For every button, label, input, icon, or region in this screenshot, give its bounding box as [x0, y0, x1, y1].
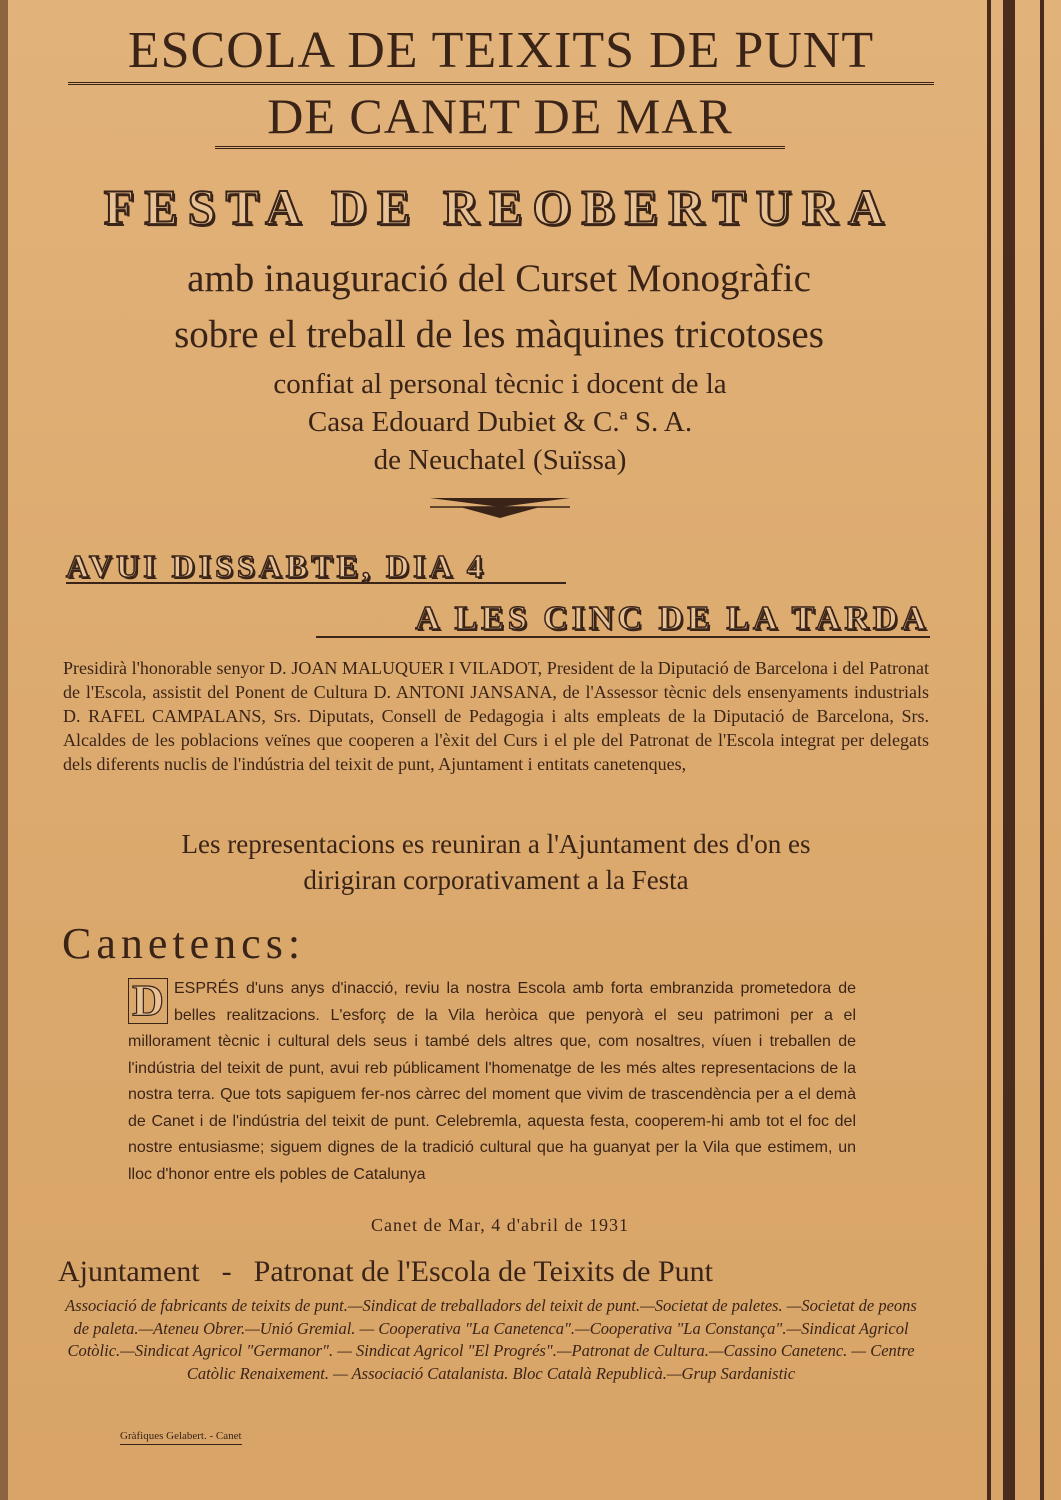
- border-rule-thick: [1003, 0, 1015, 1500]
- drop-cap: D: [128, 978, 168, 1024]
- sign-patronat: Patronat de l'Escola de Teixits de Punt: [253, 1255, 713, 1288]
- divider: [316, 636, 930, 638]
- printer-credit: Gràfiques Gelabert. - Canet: [120, 1430, 242, 1445]
- representations-line-1: Les representacions es reuniran a l'Ajuntament des d'on es: [181, 829, 811, 859]
- heading-day: AVUI DISSABTE, DIA 4: [66, 548, 487, 584]
- heading-time: A LES CINC DE LA TARDA: [415, 600, 930, 637]
- subtitle-line-2: sobre el treball de les màquines tricotoses: [174, 313, 824, 356]
- representations-line-2: dirigiran corporativament a la Festa: [303, 865, 689, 895]
- heading-canetencs: Canetencs:: [62, 919, 306, 968]
- confiat-line-1: confiat al personal tècnic i docent de la: [273, 368, 727, 400]
- confiat-line-2: Casa Edouard Dubiet & C.ª S. A.: [307, 406, 693, 438]
- title-town: DE CANET DE MAR: [215, 88, 785, 149]
- date-line: Canet de Mar, 4 d'abril de 1931: [371, 1215, 629, 1235]
- sign-ajuntament: Ajuntament: [58, 1255, 200, 1288]
- border-rule-outer: [1040, 0, 1044, 1500]
- confiat-line-3: de Neuchatel (Suïssa): [373, 444, 627, 476]
- sign-dash: -: [221, 1255, 232, 1288]
- left-edge: [0, 0, 8, 1500]
- heading-festa: FESTA DE REOBERTURA: [103, 179, 895, 235]
- appeal-text: ESPRÉS d'uns anys d'inacció, reviu la nostra Escola amb forta embranzida prometedora de belles realitzacions. L'esforç de la Vila heròica que penyorà el seu patrimoni per a el millorament tècnic i cultural dels seus i també dels altres que, com nosaltres, víuen i treballen de l'indústria del teixit de punt, avui reb públicament l'homenatge de les més altes representacions de la nostra terra. Que tots sapiguem fer-nos càrrec del moment que vivim de trascendència per a el demà de Canet i de l'indústria del teixit de punt. Celebremla, aquesta festa, cooperem-hi amb tot el foc del nostre entusiasme; siguem dignes de la tradició cultural que ha guanyat per la Vila que estimem, un lloc d'honor entre els pobles de Catalunya: [128, 980, 856, 1183]
- signatories: [58, 1253, 924, 1291]
- appeal-paragraph: [128, 976, 856, 1188]
- representations-notice: [63, 826, 929, 898]
- ornament-icon: [430, 494, 570, 520]
- associations-list: Associació de fabricants de teixits de punt.—Sindicat de treballadors del teixit de punt.—Societat de paletes. —Societat de peons de paleta.—Ateneu Obrer.—Unió Gremial. — Cooperativa "La Canetenca".—Cooperativa "La Constança".—Sindicat Agricol Cotòlic.—Sindicat Agricol "Germanor". — Sindicat Agricol "El Progrés".—Patronat de Cultura.—Cassino Canetenc. — Centre Catòlic Renaixement. — Associació Catalanista. Bloc Català Republicà.—Grup Sardanistic: [65, 1296, 917, 1383]
- subtitle-line-1: amb inauguració del Curset Monogràfic: [187, 257, 811, 300]
- border-rule: [987, 0, 991, 1500]
- divider: [66, 582, 566, 584]
- presiding-paragraph: Presidirà l'honorable senyor D. JOAN MALUQUER I VILADOT, President de la Diputació de Barcelona i del Patronat de l'Escola, assistit del Ponent de Cultura D. ANTONI JANSANA, de l'Assessor tècnic dels ensenyaments industrials D. RAFEL CAMPALANS, Srs. Diputats, Consell de Pedagogia i alts empleats de la Diputació de Barcelona, Srs. Alcaldes de les poblacions veïnes que cooperen a l'èxit del Curs i el ple del Patronat de l'Escola integrat per delegats dels diferents nuclis de l'indústria del teixit de punt, Ajuntament i entitats canetenques,: [63, 658, 929, 774]
- title-school: ESCOLA DE TEIXITS DE PUNT: [68, 22, 934, 85]
